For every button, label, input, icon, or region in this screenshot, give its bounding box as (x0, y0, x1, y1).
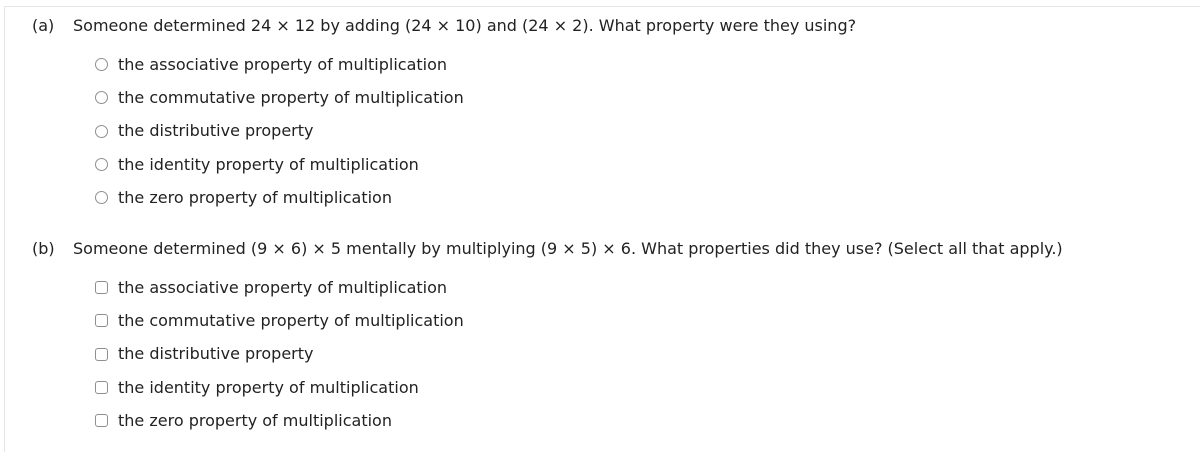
option-identity[interactable] (94, 148, 856, 181)
option-associative[interactable] (94, 48, 856, 81)
radio-button[interactable] (95, 191, 108, 204)
option-commutative[interactable] (94, 81, 856, 114)
question-part-b (32, 239, 1063, 437)
radio-button[interactable] (95, 158, 108, 171)
question-prompt: Someone determined 24 × 12 by adding (24 × 10) and (24 × 2). What property were they using? (73, 16, 857, 35)
option-associative[interactable] (94, 271, 1063, 304)
checkbox[interactable] (95, 281, 108, 294)
option-label[interactable]: the identity property of multiplication (118, 154, 419, 174)
option-label[interactable]: the zero property of multiplication (118, 410, 392, 430)
checkbox[interactable] (95, 348, 108, 361)
checkbox[interactable] (95, 414, 108, 427)
radio-button[interactable] (95, 58, 108, 71)
option-label[interactable]: the associative property of multiplication (118, 277, 448, 297)
option-label[interactable]: the associative property of multiplication (118, 54, 448, 74)
question-part-a (32, 16, 856, 214)
checkbox-options (94, 271, 1063, 437)
question-number: (a) (32, 16, 55, 35)
option-distributive[interactable] (94, 338, 1063, 371)
option-identity[interactable] (94, 371, 1063, 404)
checkbox[interactable] (95, 381, 108, 394)
question-prompt: Someone determined (9 × 6) × 5 mentally by multiplying (9 × 5) × 6. What properties did they use? (Select all that apply.) (73, 239, 1063, 258)
option-label[interactable]: the identity property of multiplication (118, 377, 419, 397)
option-commutative[interactable] (94, 304, 1063, 337)
question-header (32, 16, 856, 36)
option-label[interactable]: the distributive property (118, 344, 314, 364)
radio-button[interactable] (95, 91, 108, 104)
option-label[interactable]: the commutative property of multiplication (118, 310, 464, 330)
checkbox[interactable] (95, 314, 108, 327)
radio-button[interactable] (95, 125, 108, 138)
question-header (32, 239, 1063, 259)
option-label[interactable]: the distributive property (118, 121, 314, 141)
option-distributive[interactable] (94, 115, 856, 148)
option-zero[interactable] (94, 181, 856, 214)
option-label[interactable]: the commutative property of multiplication (118, 87, 464, 107)
question-number: (b) (32, 239, 55, 258)
option-label[interactable]: the zero property of multiplication (118, 187, 392, 207)
radio-options (94, 48, 856, 214)
option-zero[interactable] (94, 404, 1063, 437)
